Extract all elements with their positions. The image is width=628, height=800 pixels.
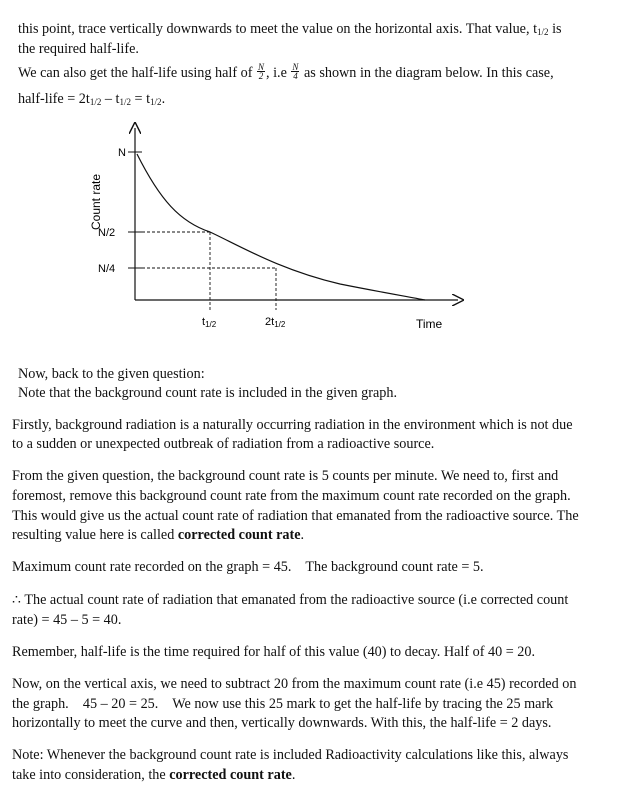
p1-line-2: Note that the background count rate is included in the given graph. <box>18 385 398 401</box>
decay-diagram <box>80 120 480 340</box>
x-tick-label-t: t1/2 <box>202 316 217 329</box>
fraction-n-over-4: $\frac{N}{4}$ <box>292 62 299 82</box>
p5-line-2: rate) = 45 – 5 = 40. <box>12 612 122 628</box>
p8-line-1: Note: Whenever the background count rate is included Radioactivity calculations like this, always <box>12 747 569 763</box>
y-tick-label-n4: N/4 <box>98 263 116 275</box>
p1-line-1: Now, back to the given question: <box>18 366 205 382</box>
fraction-n-over-2: $\frac{N}{2}$ <box>257 62 264 82</box>
p8-line-2: take into consideration, the corrected count rate. <box>12 767 296 783</box>
p6: Remember, half-life is the time required for half of this value (40) to decay. Half of 40 = 20. <box>12 644 535 660</box>
p3-line-1: From the given question, the background count rate is 5 counts per minute. We need to, first and <box>12 468 559 484</box>
p2-line-1: Firstly, background radiation is a naturally occurring radiation in the environment which is not due <box>12 417 573 433</box>
p5-line-1: ∴ The actual count rate of radiation that emanated from the radioactive source (i.e corrected count <box>12 592 569 608</box>
decay-curve-svg <box>80 120 480 340</box>
intro-line-2: the required half-life. <box>18 41 139 57</box>
p3-line-4: resulting value here is called corrected count rate. <box>12 527 305 543</box>
y-tick-label-n: N <box>118 147 126 159</box>
p3-line-3: This would give us the actual count rate of radiation that emanated from the radioactive source. The <box>12 508 579 524</box>
p2-line-2: to a sudden or unexpected outbreak of radiation from a radioactive source. <box>12 436 435 452</box>
p7-line-3: horizontally to meet the curve and then, vertically downwards. With this, the half-life = 2 days. <box>12 715 552 731</box>
intro-line-3: We can also get the half-life using half of $\frac{N}{2}$, $i.e \frac{N}{4}$ as shown in the diagram below. In this case, <box>18 62 554 82</box>
x-tick-label-2t: 2t1/2 <box>265 316 286 329</box>
x-axis-label: Time <box>416 317 443 331</box>
y-axis-label: Count rate <box>89 173 103 231</box>
intro-line-1: this point, trace vertically downwards to meet the value on the horizontal axis. That value, $t_{1/2}$ is <box>18 21 562 37</box>
intro-line-4: half-life = $2t_{1/2} - t_{1/2} = t_{1/2}$. <box>18 91 166 107</box>
p7-line-2: the graph. 45 – 20 = 25. We now use this 25 mark to get the half-life by tracing the 25 mark <box>12 696 554 712</box>
y-tick-label-n2: N/2 <box>98 227 116 239</box>
p4: Maximum count rate recorded on the graph = 45. The background count rate = 5. <box>12 559 484 575</box>
decay-curve <box>137 154 425 300</box>
p7-line-1: Now, on the vertical axis, we need to subtract 20 from the maximum count rate (i.e 45) recorded on <box>12 676 577 692</box>
p3-line-2: foremost, remove this background count rate from the maximum count rate recorded on the graph. <box>12 488 571 504</box>
